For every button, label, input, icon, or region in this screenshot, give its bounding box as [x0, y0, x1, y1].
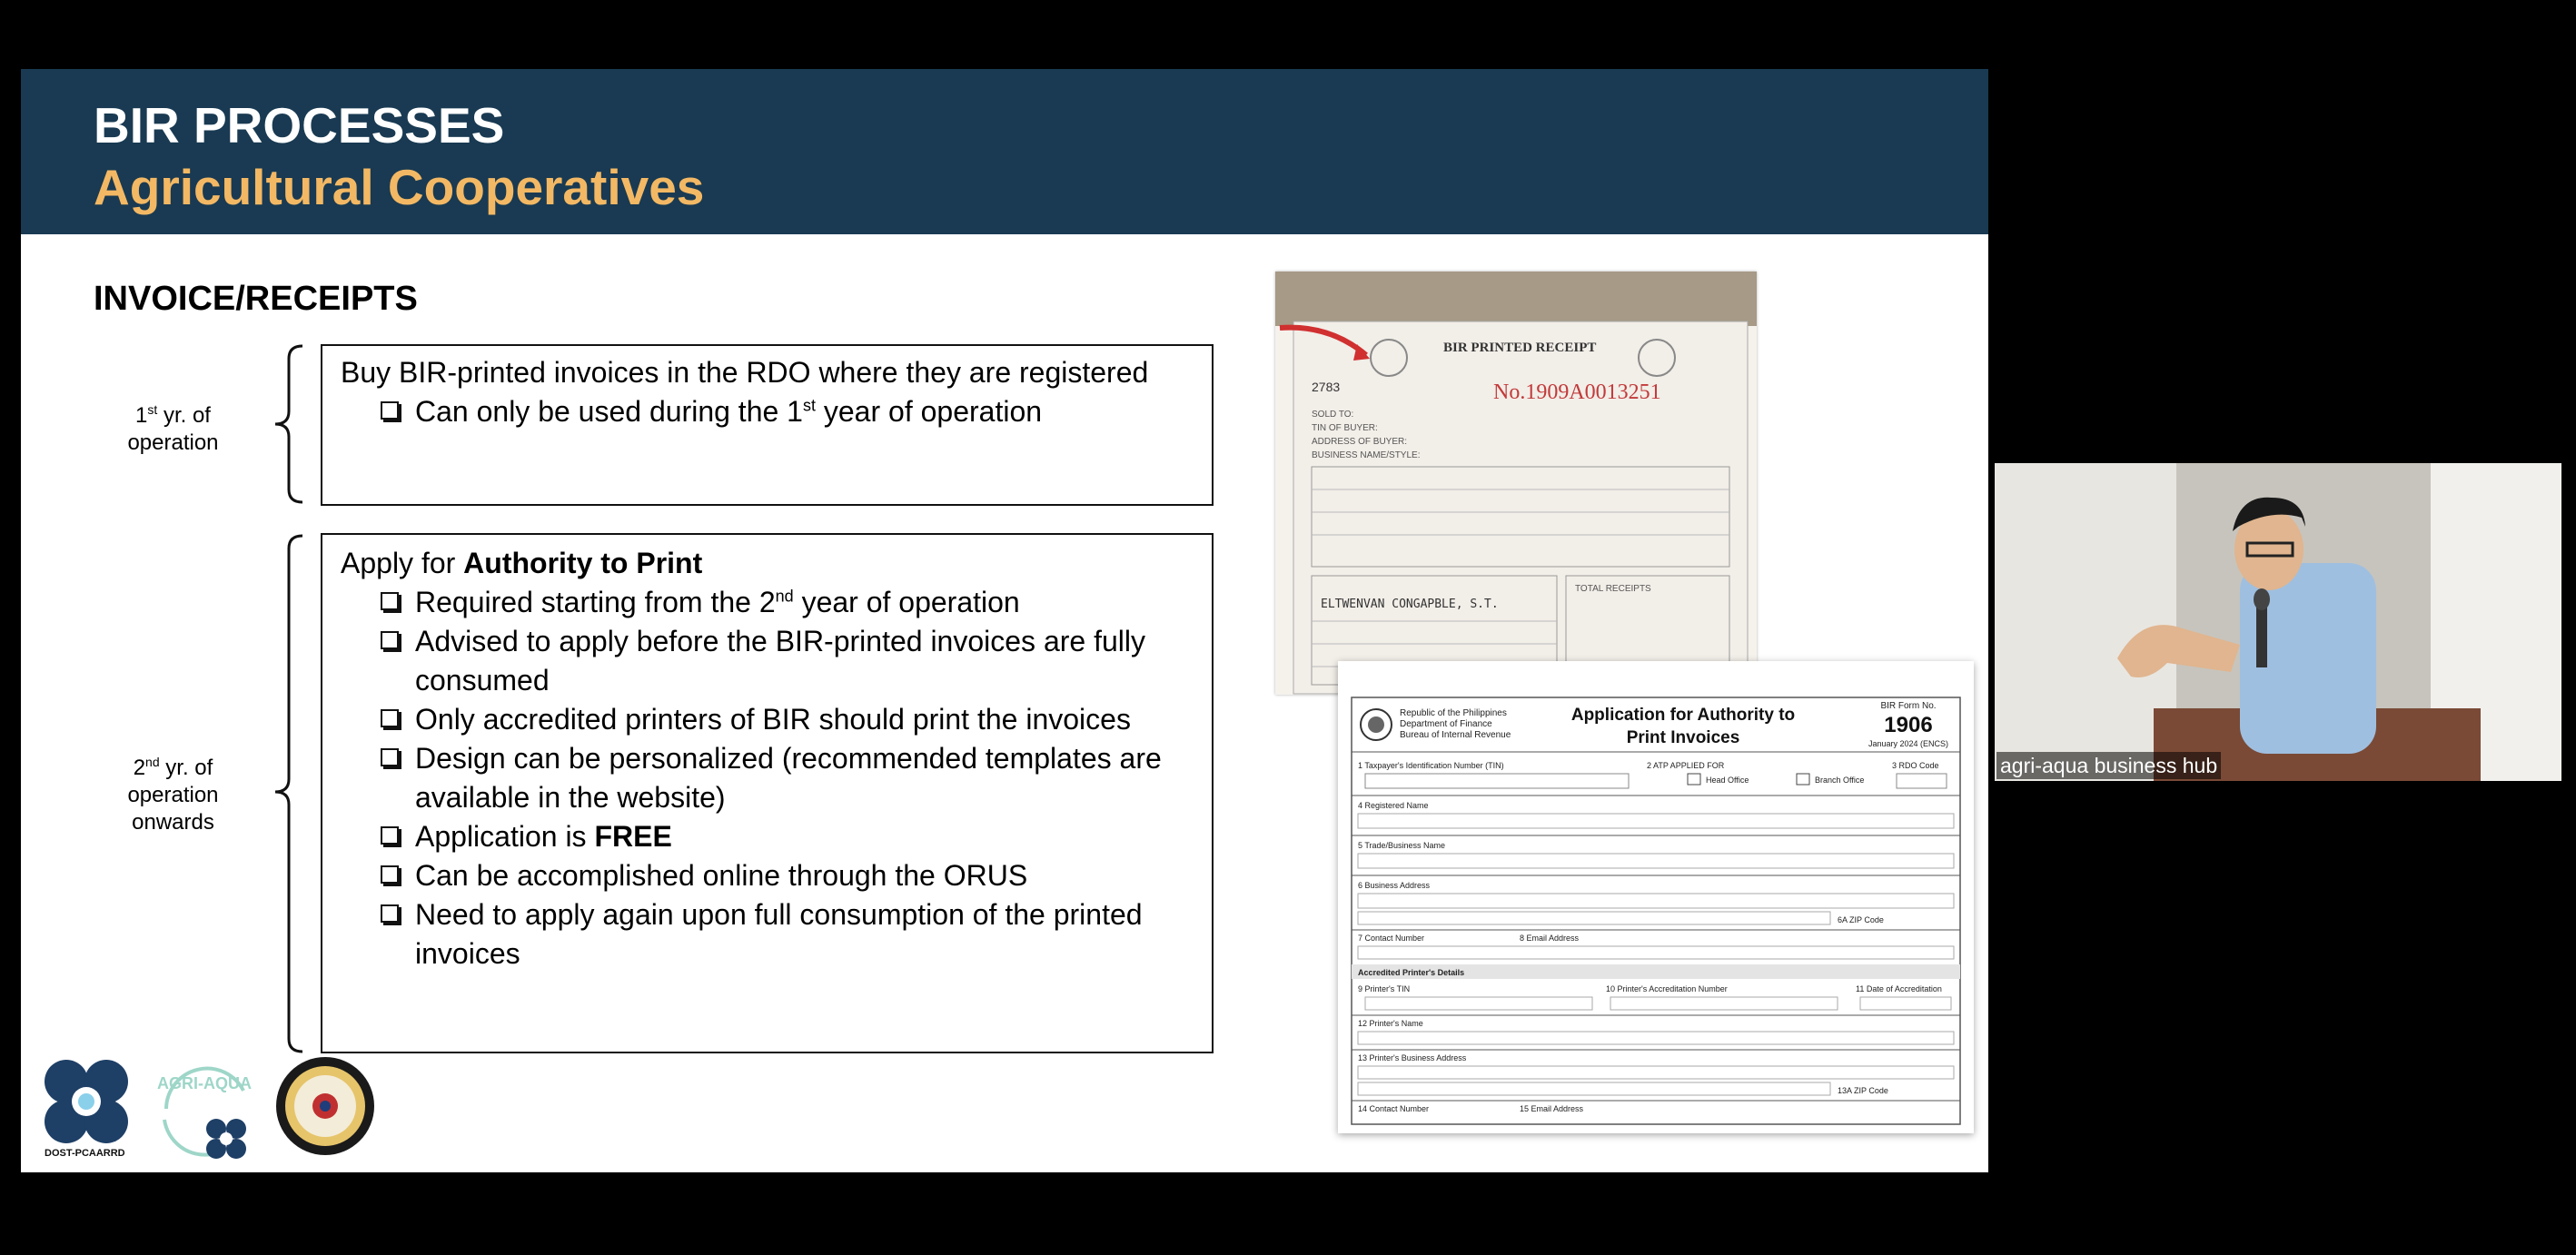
bullet-orus: Can be accomplished online through the ORUS [381, 856, 1194, 895]
checkbox-bullet-icon [381, 631, 399, 649]
slide-subtitle: Agricultural Cooperatives [94, 159, 705, 215]
form-field-9: 9 Printer's TIN [1358, 984, 1411, 993]
form-field-13: 13 Printer's Business Address [1358, 1053, 1467, 1062]
slide-header [21, 69, 1988, 234]
form-agency-2: Department of Finance [1400, 719, 1492, 729]
receipt-tin: TIN OF BUYER: [1312, 423, 1378, 433]
checkbox-bullet-icon [381, 748, 399, 766]
form-field-2b: Branch Office [1815, 776, 1865, 785]
agri-aqua-logo [148, 1054, 262, 1159]
second-year-brace [262, 534, 316, 1053]
form-field-6: 6 Business Address [1358, 881, 1431, 890]
form-date: January 2024 (ENCS) [1868, 739, 1949, 748]
second-year-box [321, 533, 1214, 1053]
form-field-15: 15 Email Address [1520, 1104, 1584, 1113]
form-field-8: 8 Email Address [1520, 934, 1580, 943]
receipt-serial: 2783 [1312, 380, 1341, 394]
bir-form-1906-photo [1338, 661, 1974, 1133]
participant-video-frame [1995, 463, 2561, 781]
participant-name: agri-aqua business hub [1996, 752, 2221, 779]
form-field-11: 11 Date of Accreditation [1856, 984, 1942, 993]
bullet-free: Application is FREE [381, 817, 1194, 856]
bullet-required: Required starting from the 2nd year of operation [381, 583, 1194, 622]
receipt-photo [1275, 272, 1757, 695]
form-field-12: 12 Printer's Name [1358, 1019, 1423, 1028]
bullet-apply-again: Need to apply again upon full consumption of the printed invoices [381, 895, 1194, 973]
checkbox-bullet-icon [381, 826, 399, 845]
form-field-5: 5 Trade/Business Name [1358, 841, 1446, 850]
checkbox-bullet-icon [381, 401, 399, 420]
form-field-10: 10 Printer's Accreditation Number [1606, 984, 1728, 993]
bullet-design: Design can be personalized (recommended templates are available in the website) [381, 739, 1194, 817]
section-heading: INVOICE/RECEIPTS [94, 280, 418, 318]
form-field-6a: 6A ZIP Code [1838, 915, 1884, 924]
dost-pcaarrd-logo [39, 1054, 134, 1149]
receipt-total-receipts: TOTAL RECEIPTS [1575, 584, 1651, 594]
checkbox-bullet-icon [381, 904, 399, 923]
second-year-label: 2nd yr. of operation onwards [127, 755, 219, 835]
checkbox-bullet-icon [381, 709, 399, 727]
receipt-heading: BIR PRINTED RECEIPT [1443, 341, 1597, 355]
receipt-business-style: BUSINESS NAME/STYLE: [1312, 450, 1421, 460]
receipt-address: ADDRESS OF BUYER: [1312, 437, 1408, 447]
second-year-lead: Apply for Authority to Print [341, 547, 703, 579]
bir-seal-logo [273, 1054, 378, 1159]
presentation-slide [21, 69, 1988, 1172]
receipt-sold-to: SOLD TO: [1312, 410, 1354, 420]
form-number: 1906 [1884, 713, 1933, 737]
receipt-image [1275, 272, 1757, 695]
bir-form-image [1338, 661, 1974, 1133]
form-field-2: 2 ATP APPLIED FOR [1647, 761, 1725, 770]
dost-caption: DOST-PCAARRD [45, 1148, 125, 1159]
receipt-number: No.1909A0013251 [1493, 380, 1661, 404]
slide-title: BIR PROCESSES [94, 97, 505, 153]
participant-video[interactable] [1995, 463, 2561, 781]
first-year-label: 1st yr. of operation [127, 402, 219, 455]
form-title-1: Application for Authority to [1570, 706, 1796, 725]
checkbox-bullet-icon [381, 865, 399, 884]
checkbox-bullet-icon [381, 592, 399, 610]
form-title-2: Print Invoices [1626, 728, 1740, 747]
first-year-brace [262, 344, 316, 504]
receipt-handwritten: ELTWENVAN CONGAPBLE, S.T. [1321, 598, 1499, 611]
form-field-4: 4 Registered Name [1358, 801, 1429, 810]
form-field-1: 1 Taxpayer's Identification Number (TIN) [1358, 761, 1504, 770]
bullet-accredited: Only accredited printers of BIR should print the invoices [381, 700, 1194, 739]
form-label: BIR Form No. [1880, 701, 1937, 711]
form-agency-1: Republic of the Philippines [1400, 708, 1507, 718]
form-field-3: 3 RDO Code [1892, 761, 1939, 770]
form-field-7: 7 Contact Number [1358, 934, 1425, 943]
first-year-bullet: Can only be used during the 1st year of operation [381, 392, 1194, 431]
form-accredited: Accredited Printer's Details [1358, 968, 1465, 977]
form-field-14: 14 Contact Number [1358, 1104, 1430, 1113]
bullet-advised: Advised to apply before the BIR-printed invoices are fully consumed [381, 622, 1194, 700]
form-field-2a: Head Office [1706, 776, 1749, 785]
first-year-lead: Buy BIR-printed invoices in the RDO where they are registered [341, 356, 1149, 389]
first-year-box [321, 344, 1214, 506]
form-agency-3: Bureau of Internal Revenue [1400, 730, 1511, 740]
form-field-13a: 13A ZIP Code [1838, 1086, 1888, 1095]
agri-aqua-text: AGRI-AQUA [157, 1074, 252, 1092]
